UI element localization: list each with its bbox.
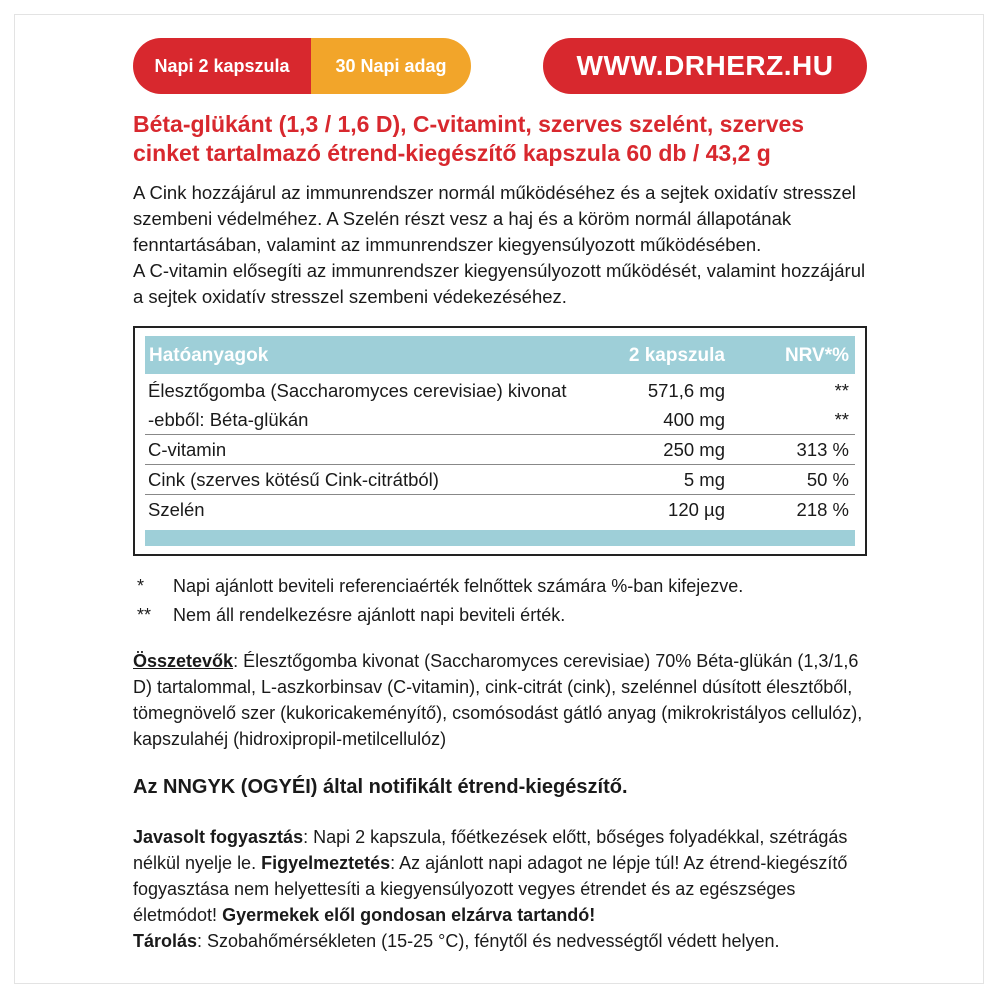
table-row [145, 376, 855, 405]
table-header [145, 336, 855, 374]
row-nrv: ** [834, 409, 849, 430]
row-amount: 250 mg [663, 439, 725, 460]
children-warning: Gyermekek elől gondosan elzárva tartandó! [222, 905, 596, 925]
row-nrv: 313 % [796, 439, 849, 460]
daily-doses-badge: 30 Napi adag [311, 38, 471, 94]
footnote [133, 572, 873, 601]
warning-label: Figyelmeztetés [261, 853, 391, 873]
footnote [133, 601, 873, 630]
row-amount: 571,6 mg [647, 380, 725, 401]
footnotes [133, 572, 873, 630]
usage-text [133, 824, 873, 954]
usage-label: Javasolt fogyasztás [133, 827, 304, 847]
website-badge[interactable]: WWW.DRHERZ.HU [543, 38, 867, 94]
row-nrv: 50 % [806, 469, 849, 490]
ingredients-text [133, 648, 873, 752]
storage-label: Tárolás [133, 931, 198, 951]
row-amount: 120 µg [668, 499, 725, 520]
notification-statement: Az NNGYK (OGYÉI) által notifikált étrend-kiegészítő. [133, 776, 628, 798]
usage-instructions: : Napi 2 kapszula, főétkezések előtt, bőséges folyadékkal, szétrágás nélkül nyelje le. [133, 827, 848, 873]
header-nrv: NRV*% [784, 345, 849, 366]
row-name: C-vitamin [148, 439, 227, 460]
table-body [145, 376, 855, 524]
row-amount: 5 mg [683, 469, 725, 490]
table-row [145, 465, 855, 495]
ingredients-label: Összetevők [133, 651, 234, 671]
warning-text: : Az ajánlott napi adagot ne lépje túl! Az étrend-kiegészítő fogyasztása nem helyettesíti a kiegyensúlyozott vegyes étrendet és az egészséges életmódot! [133, 853, 848, 925]
storage-text: : Szobahőmérsékleten (15-25 °C), fénytől és nedvességtől védett helyen. [197, 931, 780, 951]
table-row [145, 405, 855, 435]
footnote-text: Nem áll rendelkezésre ajánlott napi beviteli érték. [173, 605, 566, 625]
intro-paragraph: A Cink hozzájárul az immunrendszer normál működéséhez és a sejtek oxidatív stresszel szembeni védelméhez. A Szelén részt vesz a haj és a köröm normál állapotának fenntartásában, valamint az immunrendszer kiegyensúlyozott működésében. [133, 182, 856, 255]
product-title [133, 110, 873, 168]
table-row [145, 495, 855, 524]
row-nrv: ** [834, 380, 849, 401]
footnote-mark: ** [137, 605, 152, 625]
ingredients-list: : Élesztőgomba kivonat (Saccharomyces cerevisiae) 70% Béta-glükán (1,3/1,6 D) tartalommal, L-aszkorbinsav (C-vitamin), cink-citrát (cink), szelénnel dúsított élesztőből, tömegnövelő szer (kukoricakeményítő), csomósodást gátló anyag (mikrokristályos cellulóz), kapszulahéj (hidroxipropil-metilcellulóz) [133, 651, 863, 749]
daily-capsules-badge: Napi 2 kapszula [133, 38, 311, 94]
dosage-badge [133, 38, 471, 94]
nutrition-table [133, 326, 867, 556]
product-title-line1: Béta-glükánt (1,3 / 1,6 D), C-vitamint, szerves szelént, szerves [133, 111, 805, 137]
row-name: Élesztőgomba (Saccharomyces cerevisiae) kivonat [148, 380, 567, 401]
row-name: Cink (szerves kötésű Cink-citrátból) [148, 469, 439, 490]
footnote-text: Napi ajánlott beviteli referenciaérték felnőttek számára %-ban kifejezve. [173, 576, 744, 596]
table-footer-bar [145, 530, 855, 546]
table-row [145, 435, 855, 465]
row-name: Szelén [148, 499, 205, 520]
row-amount: 400 mg [663, 409, 725, 430]
header-ingredients: Hatóanyagok [149, 345, 269, 366]
product-title-line2: cinket tartalmazó étrend-kiegészítő kapszula 60 db / 43,2 g [133, 140, 771, 166]
row-name: -ebből: Béta-glükán [148, 409, 309, 430]
intro-paragraph: A C-vitamin elősegíti az immunrendszer kiegyensúlyozott működését, valamint hozzájárul a sejtek oxidatív stresszel szembeni védekezéséhez. [133, 260, 866, 307]
footnote-mark: * [137, 576, 145, 596]
intro-text [133, 180, 873, 310]
row-nrv: 218 % [796, 499, 849, 520]
header-amount: 2 kapszula [628, 345, 725, 366]
